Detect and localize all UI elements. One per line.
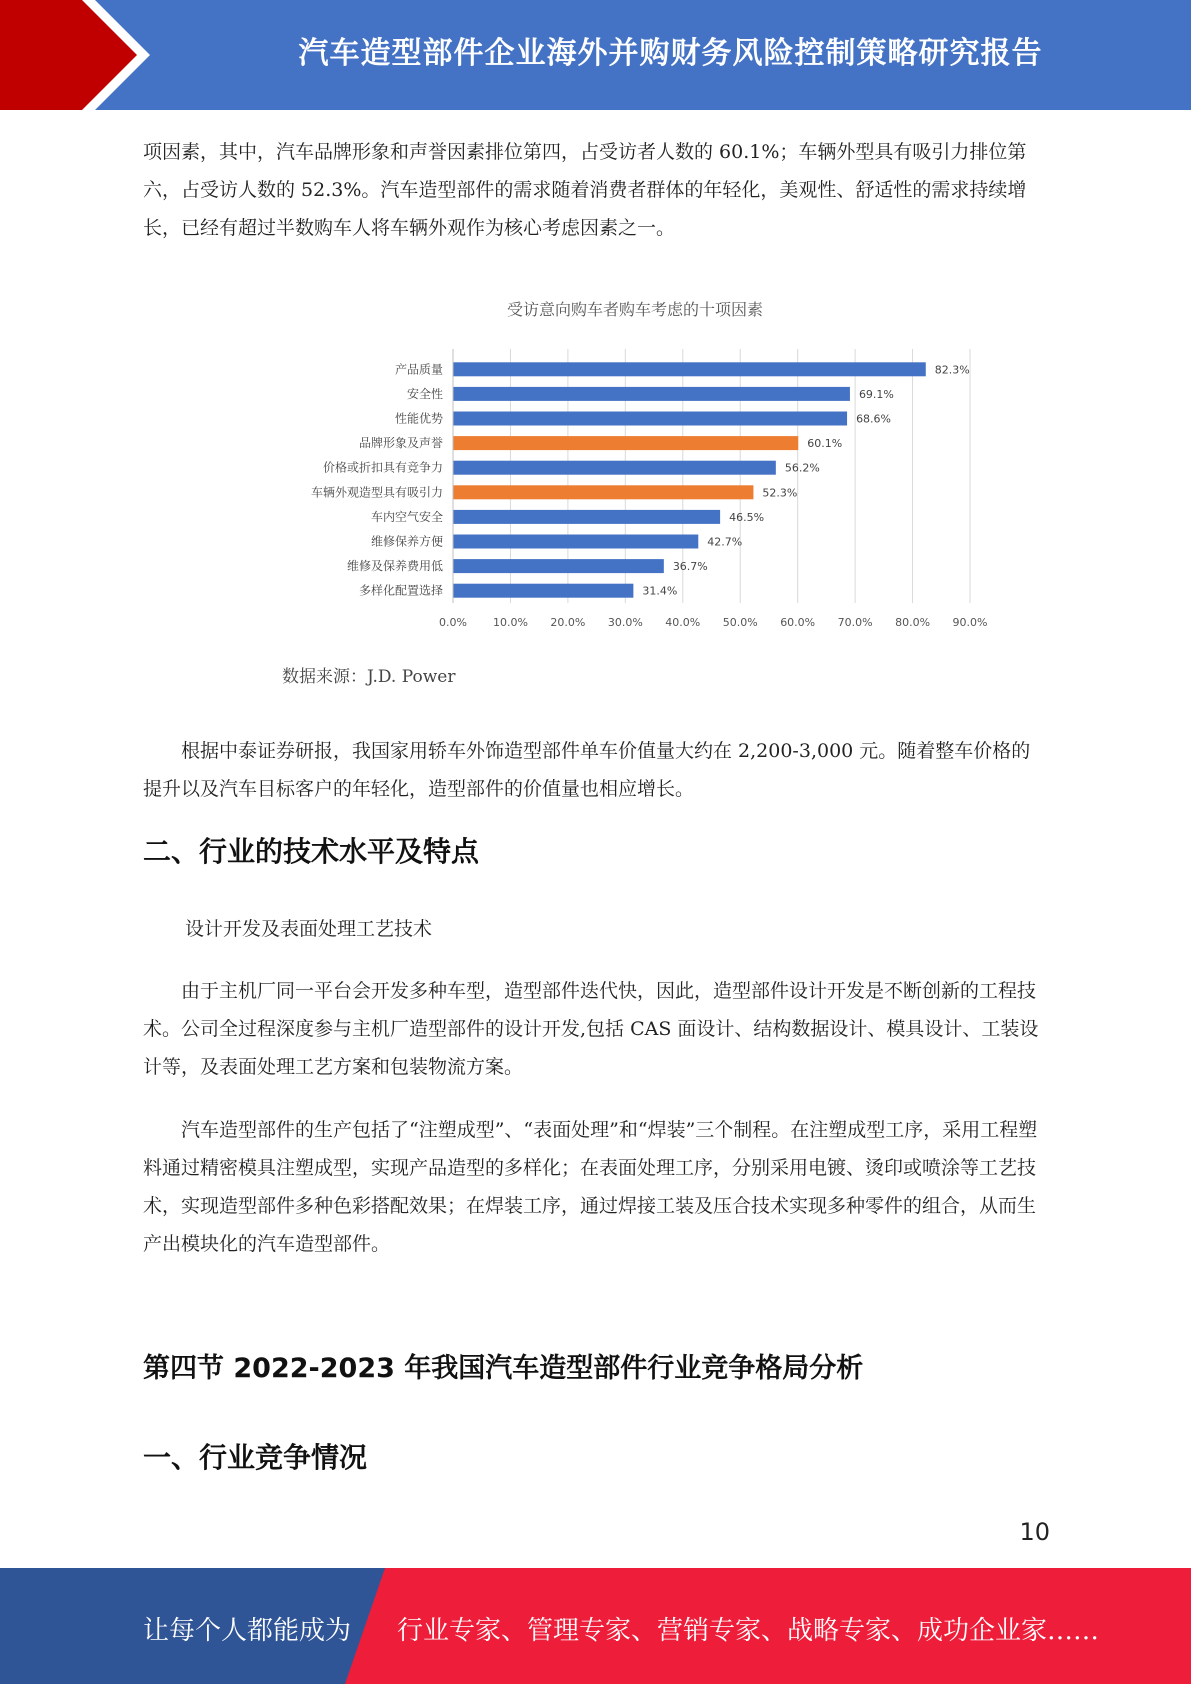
bar [453,362,926,376]
data-label: 60.1% [807,437,843,451]
data-label: 69.1% [858,387,894,401]
x-tick-label: 0.0% [439,616,467,629]
header-arrow-decoration [0,0,150,110]
x-tick-label: 40.0% [665,616,701,629]
paragraph-production: 汽车造型部件的生产包括了“注塑成型”、“表面处理”和“焊装”三个制程。在注塑成型工序，采用工程塑料通过精密模具注塑成型，实现产品造型的多样化；在表面处理工序，分别采用电镀、烫印或喷涂等工艺技术，实现造型部件多种色彩搭配效果；在焊装工序，通过焊接工装及压合技术实现多种零件的组合，从而生产出模块化的汽车造型部件。 [143,1119,1038,1255]
category-label: 维修及保养费用低 [346,559,443,574]
bar [453,412,847,426]
x-tick-label: 10.0% [492,616,528,629]
data-label: 31.4% [642,584,678,598]
bar [453,436,798,450]
heading-tech-level: 二、行业的技术水平及特点 [143,835,480,868]
bar [453,485,753,499]
data-label: 36.7% [672,560,708,574]
data-label: 82.3% [934,363,970,377]
subheading-design: 设计开发及表面处理工艺技术 [185,918,433,940]
x-tick-label: 20.0% [550,616,586,629]
x-tick-label: 70.0% [837,616,873,629]
paragraph-value: 根据中泰证券研报，我国家用轿车外饰造型部件单车价值量大约在 2,200-3,000 元。随着整车价格的提升以及汽车目标客户的年轻化，造型部件的价值量也相应增长。 [143,740,1031,800]
category-label: 维修保养方便 [370,534,443,549]
footer-slogan-left: 让每个人都能成为 [143,1616,352,1646]
bar [453,461,776,475]
category-label: 车内空气安全 [370,509,443,524]
x-tick-label: 90.0% [952,616,988,629]
report-title: 汽车造型部件企业海外并购财务风险控制策略研究报告 [298,36,1043,71]
heading-section4: 第四节 2022-2023 年我国汽车造型部件行业竞争格局分析 [143,1353,864,1384]
x-tick-label: 50.0% [722,616,758,629]
data-label: 52.3% [762,486,798,500]
category-label: 车辆外观造型具有吸引力 [310,485,443,500]
data-label: 46.5% [729,510,765,524]
bar [453,535,698,549]
chart-source: 数据来源：J.D. Power [282,667,456,687]
x-tick-label: 80.0% [895,616,931,629]
paragraph-design: 由于主机厂同一平台会开发多种车型，造型部件迭代快，因此，造型部件设计开发是不断创新的工程技术。公司全过程深度参与主机厂造型部件的设计开发,包括 CAS 面设计、结构数据设计、模具设计、工装设计等，及表面处理工艺方案和包装物流方案。 [143,980,1039,1078]
category-label: 安全性 [406,386,443,401]
x-tick-label: 60.0% [780,616,816,629]
bar [453,559,664,573]
data-label: 56.2% [784,461,820,475]
category-label: 价格或折扣具有竞争力 [322,460,443,475]
heading-competition: 一、行业竞争情况 [143,1441,368,1474]
page-header [0,0,1191,110]
paragraph-intro: 项因素，其中，汽车品牌形象和声誉因素排位第四，占受访者人数的 60.1%；车辆外型具有吸引力排位第六，占受访人数的 52.3%。汽车造型部件的需求随着消费者群体的年轻化，美观性、舒适性的需求持续增长，已经有超过半数购车人将车辆外观作为核心考虑因素之一。 [143,141,1027,239]
category-label: 品牌形象及声誉 [358,436,443,451]
footer-slogan-right: 行业专家、管理专家、营销专家、战略专家、成功企业家…… [397,1616,1100,1646]
category-label: 多样化配置选择 [358,583,443,598]
x-tick-label: 30.0% [607,616,643,629]
chart-title: 受访意向购车者购车考虑的十项因素 [506,300,764,319]
category-label: 性能优势 [394,411,443,426]
data-label: 68.6% [856,412,892,426]
bar [453,584,633,598]
category-label: 产品质量 [394,362,443,377]
bar-chart [270,295,1000,635]
bar [453,387,850,401]
bar [453,510,720,524]
data-label: 42.7% [707,535,743,549]
page-number: 10 [1019,1518,1050,1546]
